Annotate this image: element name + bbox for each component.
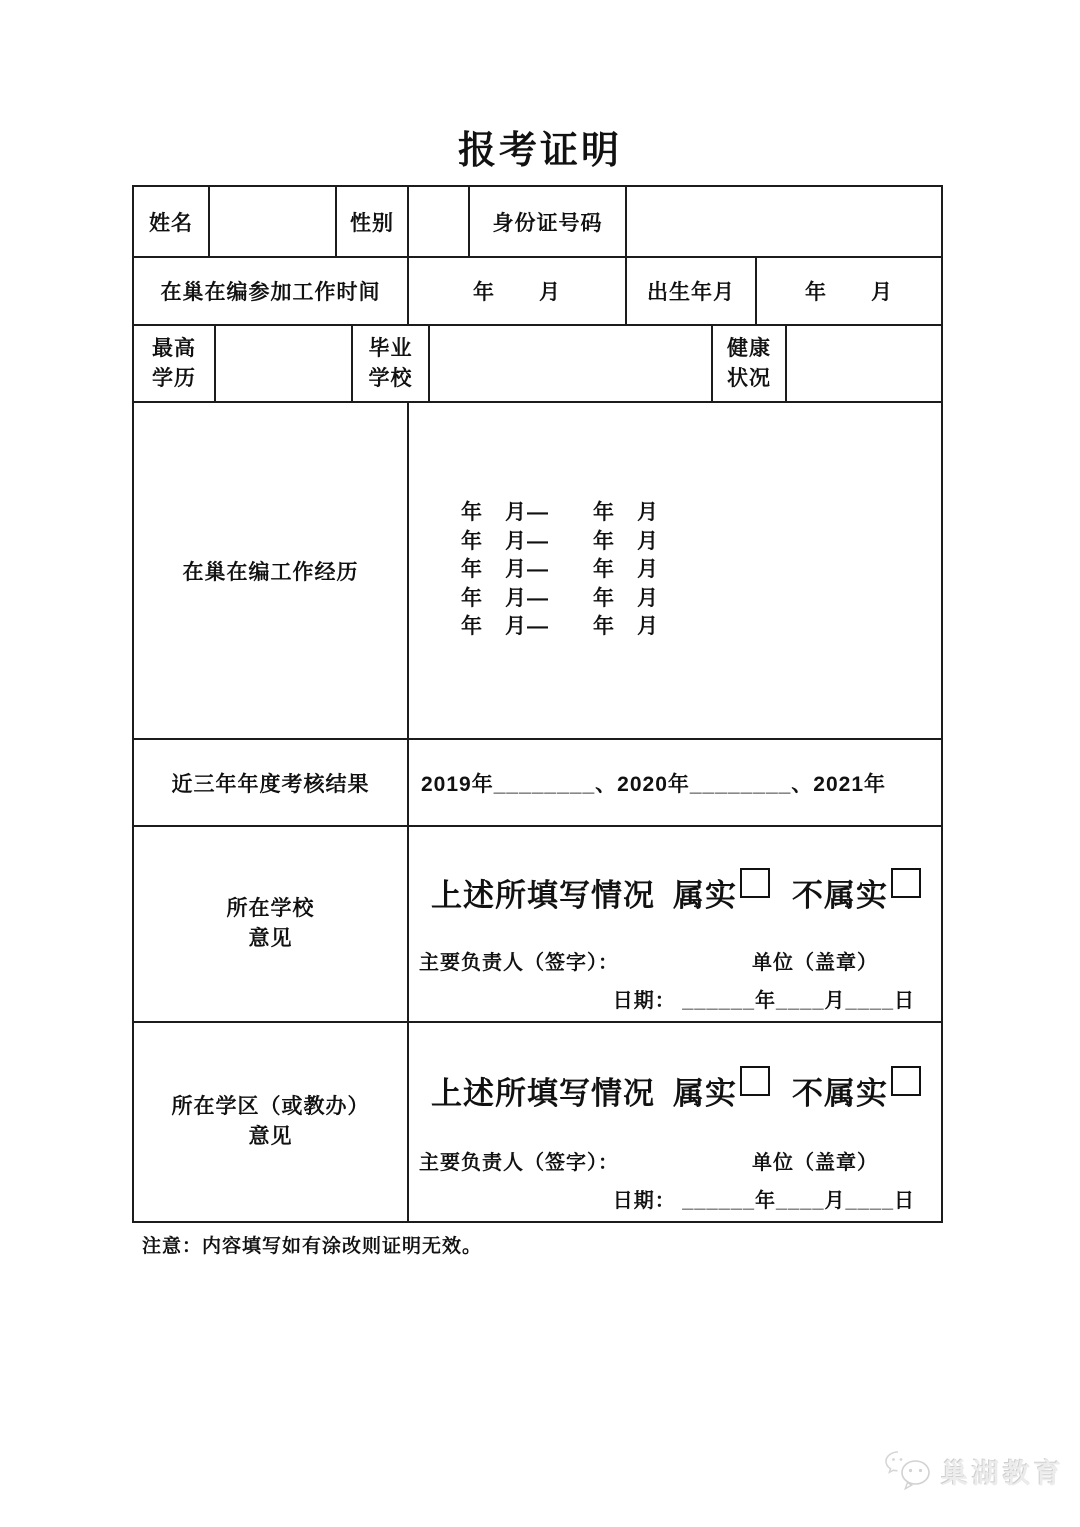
row-work-history — [134, 403, 941, 740]
name-label: 姓名 — [134, 187, 210, 256]
wechat-logo-icon — [884, 1450, 934, 1492]
work-history-line: 年 月— 年 月 — [461, 529, 659, 553]
id-number-field[interactable] — [627, 187, 941, 256]
district-true-checkbox[interactable] — [740, 1066, 770, 1096]
row-dates — [134, 258, 941, 326]
district-opinion-field — [409, 1023, 941, 1221]
row-district-opinion — [134, 1023, 941, 1221]
health-field[interactable] — [787, 326, 941, 401]
row-assessment — [134, 740, 941, 827]
district-date-line: 日期： ______年____月____日 — [612, 1190, 915, 1212]
id-number-label: 身份证号码 — [470, 187, 627, 256]
name-field[interactable] — [210, 187, 337, 256]
row-education — [134, 326, 941, 403]
school-date-line: 日期： ______年____月____日 — [612, 990, 915, 1012]
school-false-checkbox[interactable] — [891, 868, 921, 898]
school-statement: 上述所填写情况 属实 不属实 — [419, 839, 931, 946]
assessment-field[interactable]: 2019年________、2020年________、2021年 — [421, 772, 887, 796]
birth-date-field[interactable]: 年 月 — [805, 281, 893, 304]
work-history-label: 在巢在编工作经历 — [134, 403, 409, 738]
gender-field[interactable] — [409, 187, 470, 256]
district-opinion-label: 所在学区（或教办） 意见 — [134, 1023, 409, 1221]
work-history-lines — [461, 499, 659, 642]
degree-label: 最高 学历 — [134, 326, 216, 401]
work-time-label: 在巢在编参加工作时间 — [134, 258, 409, 324]
certificate-form-table — [132, 185, 943, 1223]
district-false-checkbox[interactable] — [891, 1066, 921, 1096]
page-title: 报考证明 — [457, 130, 622, 172]
work-time-field[interactable]: 年 月 — [409, 258, 627, 324]
assessment-label: 近三年年度考核结果 — [134, 740, 409, 825]
graduate-school-label: 毕业 学校 — [353, 326, 430, 401]
gender-label: 性别 — [337, 187, 409, 256]
school-opinion-label: 所在学校 意见 — [134, 827, 409, 1021]
work-history-field[interactable] — [409, 403, 941, 738]
birth-date-label: 出生年月 — [627, 258, 757, 324]
school-signature-line — [419, 946, 931, 975]
work-history-line: 年 月— 年 月 — [461, 558, 659, 582]
health-label: 健康 状况 — [713, 326, 787, 401]
sign-label: 主要负责人（签字）： — [419, 952, 619, 974]
sign-label: 主要负责人（签字）： — [419, 1152, 619, 1174]
row-school-opinion — [134, 827, 941, 1023]
row-identity — [134, 187, 941, 258]
watermark — [884, 1450, 1065, 1492]
work-history-line: 年 月— 年 月 — [461, 501, 659, 525]
district-statement: 上述所填写情况 属实 不属实 — [419, 1035, 931, 1146]
degree-field[interactable] — [216, 326, 353, 401]
work-history-line: 年 月— 年 月 — [461, 615, 659, 639]
school-opinion-field — [409, 827, 941, 1021]
watermark-text: 巢湖教育 — [941, 1458, 1065, 1489]
footer-note: 注意：内容填写如有涂改则证明无效。 — [142, 1236, 483, 1257]
district-signature-line — [419, 1146, 931, 1175]
school-true-checkbox[interactable] — [740, 868, 770, 898]
work-history-line: 年 月— 年 月 — [461, 586, 659, 610]
seal-label: 单位（盖章） — [752, 952, 878, 974]
graduate-school-field[interactable] — [430, 326, 713, 401]
seal-label: 单位（盖章） — [752, 1152, 878, 1174]
